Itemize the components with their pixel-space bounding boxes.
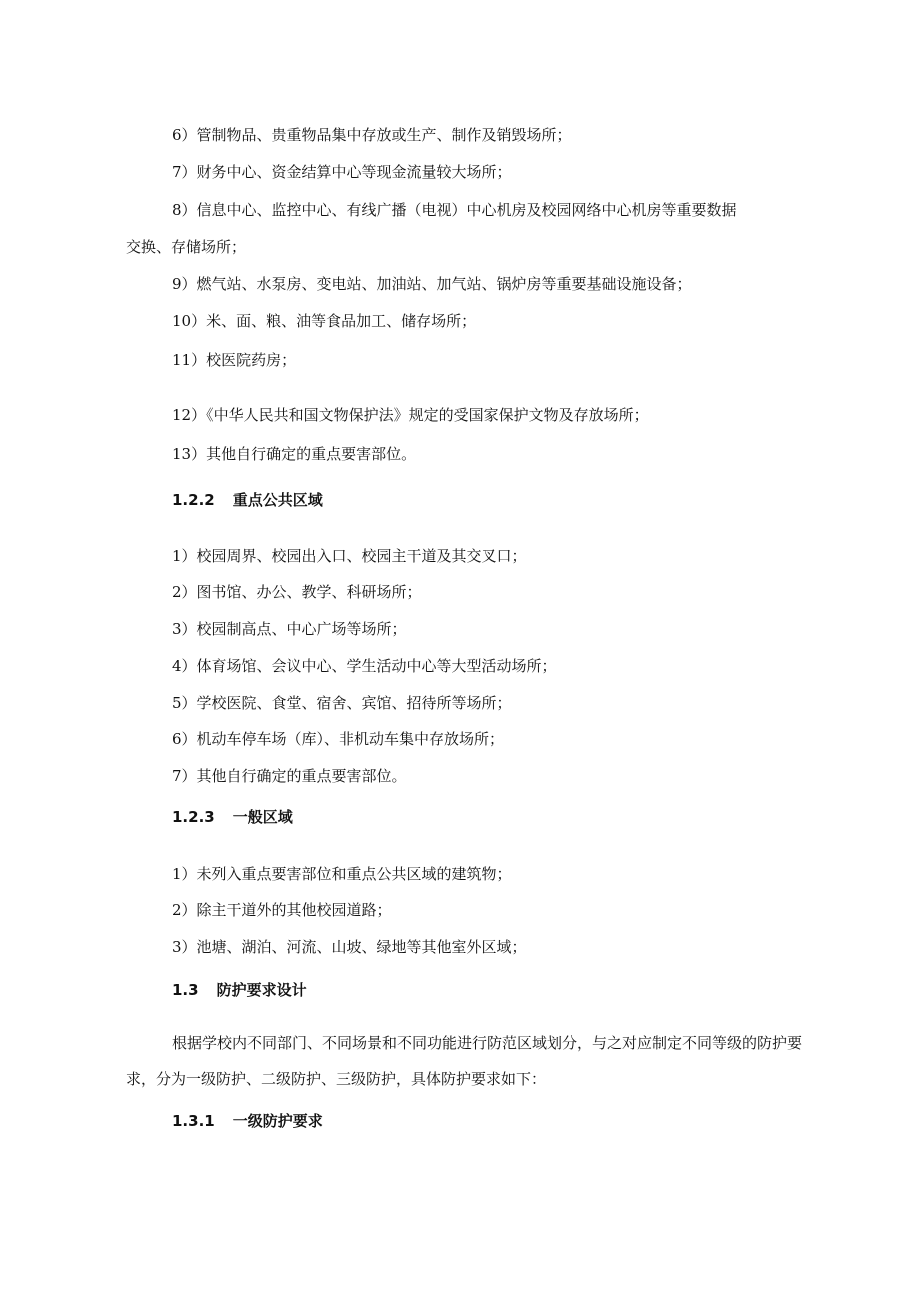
section-heading-1-2-2 bbox=[172, 490, 323, 510]
list-item: 10）米、面、粮、油等食品加工、储存场所； bbox=[172, 312, 477, 330]
section-title: 一般区域 bbox=[232, 808, 293, 826]
list-item: 7）财务中心、资金结算中心等现金流量较大场所； bbox=[172, 163, 512, 181]
list-item-continuation: 交换、存储场所； bbox=[126, 238, 247, 256]
section-heading-1-2-3 bbox=[172, 807, 293, 827]
list-item: 13）其他自行确定的重点要害部位。 bbox=[172, 445, 417, 463]
section-number: 1.2.2 bbox=[172, 491, 215, 509]
list-item: 9）燃气站、水泵房、变电站、加油站、加气站、锅炉房等重要基础设施设备； bbox=[172, 275, 692, 293]
list-item: 6）管制物品、贵重物品集中存放或生产、制作及销毁场所； bbox=[172, 126, 572, 144]
list-item: 5）学校医院、食堂、宿舍、宾馆、招待所等场所； bbox=[172, 694, 512, 712]
section-number: 1.3 bbox=[172, 981, 199, 999]
section-title: 防护要求设计 bbox=[216, 981, 307, 999]
section-heading-1-3-1 bbox=[172, 1111, 323, 1131]
section-number: 1.2.3 bbox=[172, 808, 215, 826]
list-item: 3）校园制高点、中心广场等场所； bbox=[172, 620, 407, 638]
body-paragraph: 根据学校内不同部门、不同场景和不同功能进行防范区域划分，与之对应制定不同等级的防护要求，分为一级防护、二级防护、三级防护，具体防护要求如下： bbox=[126, 1034, 803, 1088]
section-title: 一级防护要求 bbox=[232, 1112, 323, 1130]
section-title: 重点公共区域 bbox=[232, 491, 323, 509]
list-item: 11）校医院药房； bbox=[172, 351, 297, 369]
list-item: 3）池塘、湖泊、河流、山坡、绿地等其他室外区域； bbox=[172, 938, 527, 956]
list-item: 8）信息中心、监控中心、有线广播（电视）中心机房及校园网络中心机房等重要数据 bbox=[172, 201, 737, 219]
section-heading-1-3 bbox=[172, 980, 307, 1000]
list-item: 7）其他自行确定的重点要害部位。 bbox=[172, 767, 407, 785]
list-item: 12）《中华人民共和国文物保护法》规定的受国家保护文物及存放场所； bbox=[172, 406, 649, 424]
list-item: 1）校园周界、校园出入口、校园主干道及其交叉口； bbox=[172, 547, 527, 565]
section-number: 1.3.1 bbox=[172, 1112, 215, 1130]
list-item: 2）除主干道外的其他校园道路； bbox=[172, 901, 392, 919]
list-item: 1）未列入重点要害部位和重点公共区域的建筑物； bbox=[172, 865, 512, 883]
list-item: 4）体育场馆、会议中心、学生活动中心等大型活动场所； bbox=[172, 657, 557, 675]
list-item: 6）机动车停车场（库）、非机动车集中存放场所； bbox=[172, 730, 505, 748]
list-item: 2）图书馆、办公、教学、科研场所； bbox=[172, 583, 422, 601]
